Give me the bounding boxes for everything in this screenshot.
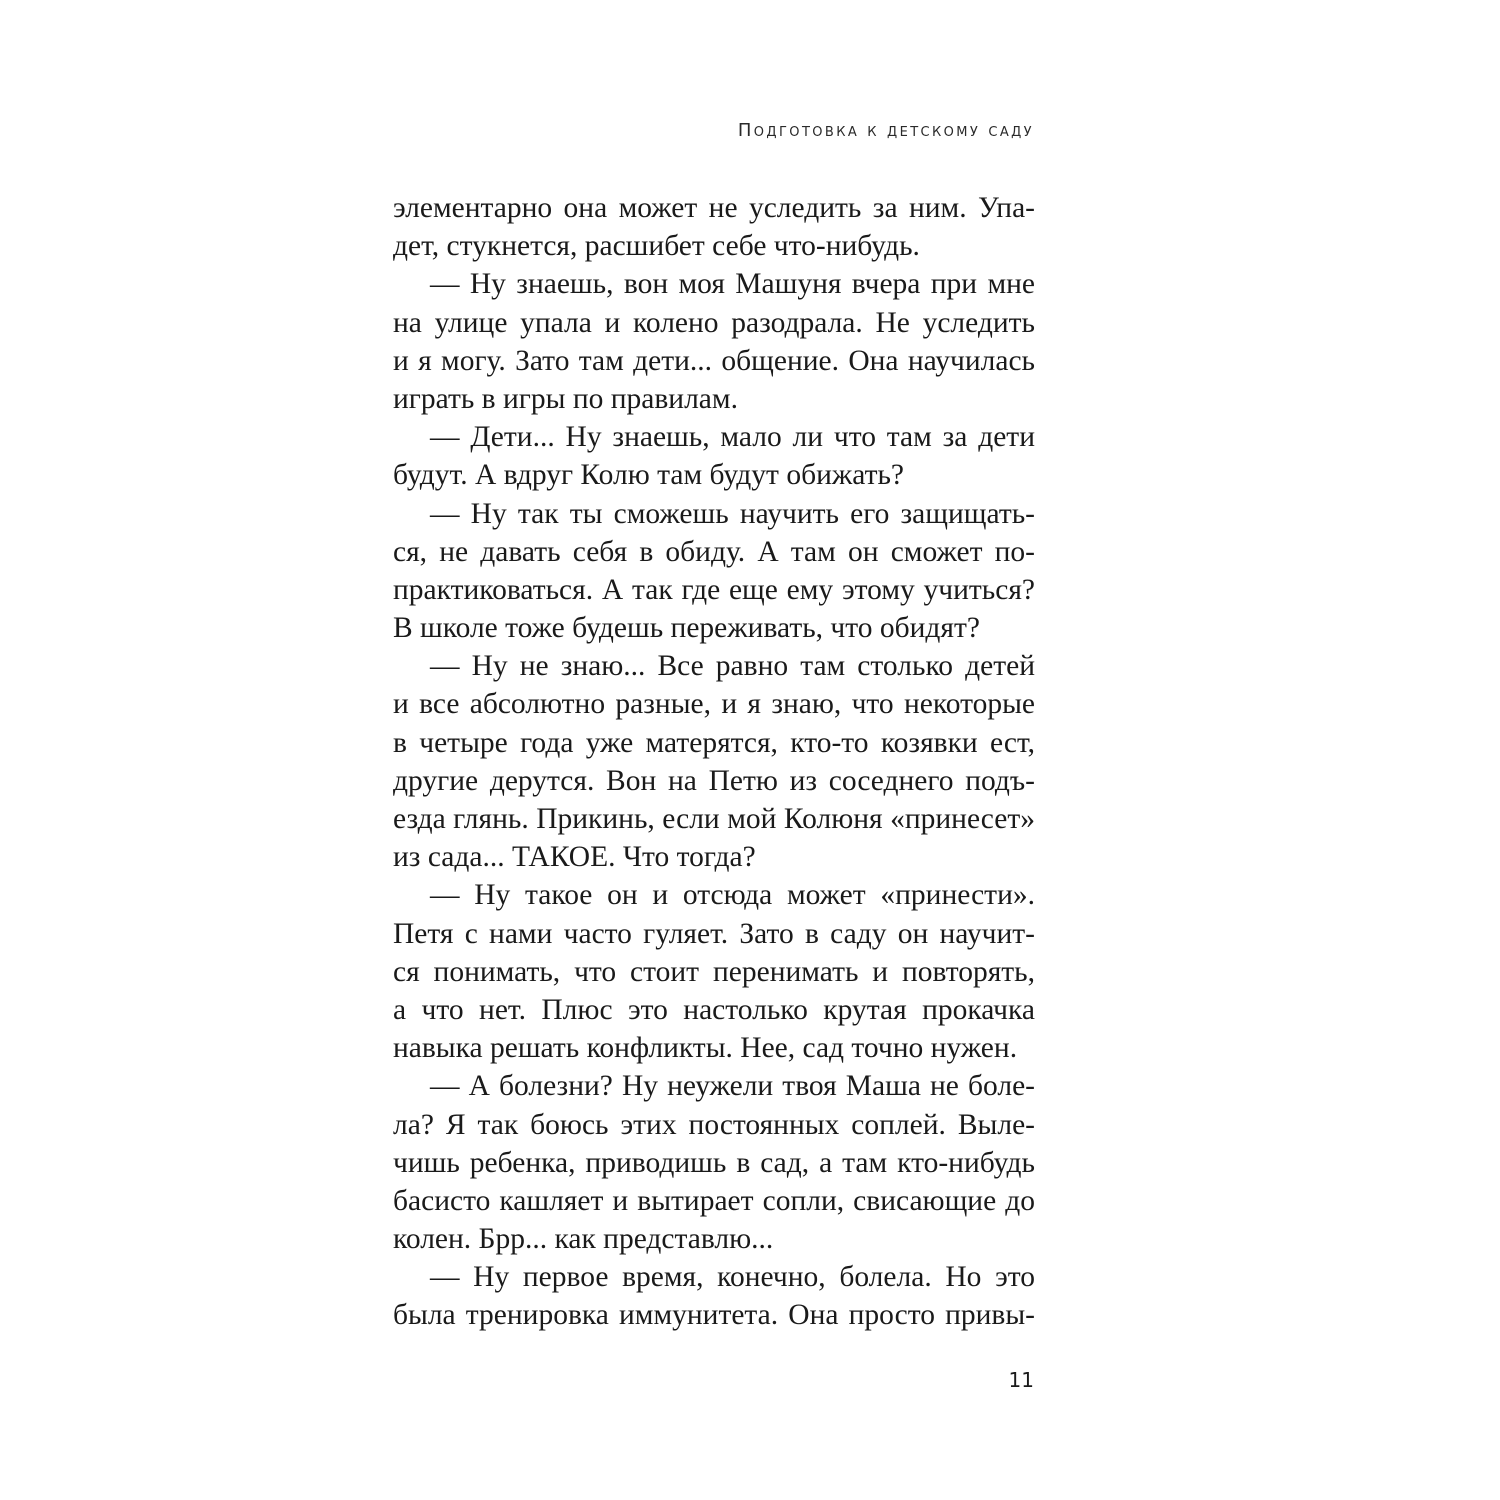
text-line: ла? Я так боюсь этих постоянных соплей. Выле- <box>393 1108 1035 1141</box>
text-line: будут. А вдруг Колю там будут обижать? <box>393 459 905 492</box>
text-line: из сада... ТАКОЕ. Что тогда? <box>393 841 756 874</box>
text-line: в четыре года уже матерятся, кто-то козявки ест, <box>393 726 1035 759</box>
text-line: другие дерутся. Вон на Петю из соседнего подъ- <box>393 764 1035 797</box>
text-line: была тренировка иммунитета. Она просто привы- <box>393 1299 1035 1332</box>
text-line: — Ну такое он и отсюда может «принести». <box>430 879 1035 912</box>
page-number: 11 <box>1008 1368 1034 1392</box>
text-line: и все абсолютно разные, и я знаю, что некоторые <box>393 688 1035 721</box>
text-line: — Ну знаешь, вон моя Машуня вчера при мне <box>430 268 1035 301</box>
text-line: ся, не давать себя в обиду. А там он сможет по- <box>393 535 1035 568</box>
text-line: В школе тоже будешь переживать, что обидят? <box>393 612 980 645</box>
text-line: на улице упала и колено разодрала. Не уследить <box>393 306 1035 339</box>
text-line: ся понимать, что стоит перенимать и повторять, <box>393 955 1035 988</box>
text-line: — Ну первое время, конечно, болела. Но это <box>430 1261 1035 1294</box>
text-line: колен. Брр... как представлю... <box>393 1223 774 1256</box>
text-line: дет, стукнется, расшибет себе что-нибудь. <box>393 230 920 263</box>
text-line: езда глянь. Прикинь, если мой Колюня «принесет» <box>393 803 1035 835</box>
body-text <box>393 189 1035 1335</box>
text-line: элементарно она может не уследить за ним. Упа- <box>393 192 1035 224</box>
text-line: а что нет. Плюс это настолько крутая прокачка <box>393 993 1035 1026</box>
text-line: — А болезни? Ну неужели твоя Маша не боле- <box>430 1070 1035 1103</box>
text-line: — Дети... Ну знаешь, мало ли что там за дети <box>430 421 1035 454</box>
text-line: Петя с нами часто гуляет. Зато в саду он научит- <box>393 917 1035 950</box>
text-line: — Ну так ты сможешь научить его защищать- <box>430 497 1035 530</box>
text-line: практиковаться. А так где еще ему этому учиться? <box>393 573 1035 606</box>
text-line: навыка решать конфликты. Нее, сад точно нужен. <box>393 1032 1018 1065</box>
text-line: — Ну не знаю... Все равно там столько детей <box>430 650 1035 683</box>
text-line: играть в игры по правилам. <box>393 382 738 415</box>
text-line: и я могу. Зато там дети... общение. Она научилась <box>393 344 1035 377</box>
text-line: басисто кашляет и вытирает сопли, свисающие до <box>393 1184 1035 1217</box>
text-line: чишь ребенка, приводишь в сад, а там кто-нибудь <box>393 1146 1035 1179</box>
running-head: Подготовка к детскому саду <box>737 120 1034 141</box>
